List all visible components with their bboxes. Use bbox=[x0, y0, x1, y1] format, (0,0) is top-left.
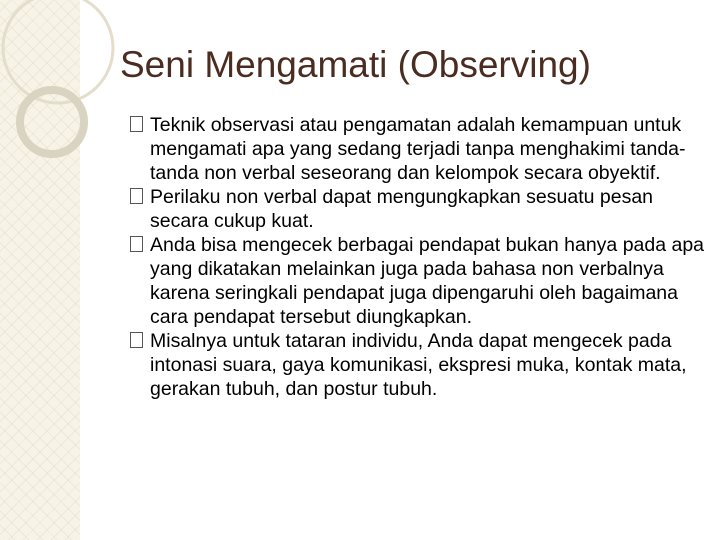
slide-title: Seni Mengamati (Observing) bbox=[120, 44, 591, 85]
bullet-box-icon bbox=[130, 236, 143, 252]
ring-small bbox=[20, 90, 84, 154]
bullet-item bbox=[130, 113, 710, 185]
bullet-list bbox=[130, 113, 710, 401]
bullet-text: Teknik observasi atau pengamatan adalah kemampuan untuk mengamati apa yang sedang terjadi tanpa menghakimi tanda-tanda non verbal seseorang dan kelompok secara obyektif. bbox=[150, 114, 686, 184]
bullet-box-icon bbox=[130, 116, 143, 132]
bullet-item bbox=[130, 329, 710, 401]
bullet-box-icon bbox=[130, 332, 143, 348]
bullet-text: Misalnya untuk tataran individu, Anda dapat mengecek pada intonasi suara, gaya komunikasi, ekspresi muka, kontak mata, gerakan tubuh, dan postur tubuh. bbox=[150, 330, 687, 400]
bullet-item bbox=[130, 233, 710, 329]
bullet-item bbox=[130, 185, 710, 233]
bullet-text: Anda bisa mengecek berbagai pendapat bukan hanya pada apa yang dikatakan melainkan juga pada bahasa non verbalnya karena seringkali pendapat juga dipengaruhi oleh bagaimana cara pendapat tersebut diungkapkan. bbox=[150, 234, 705, 328]
bullet-box-icon bbox=[130, 188, 143, 204]
bullet-text: Perilaku non verbal dapat mengungkapkan sesuatu pesan secara cukup kuat. bbox=[150, 186, 654, 232]
